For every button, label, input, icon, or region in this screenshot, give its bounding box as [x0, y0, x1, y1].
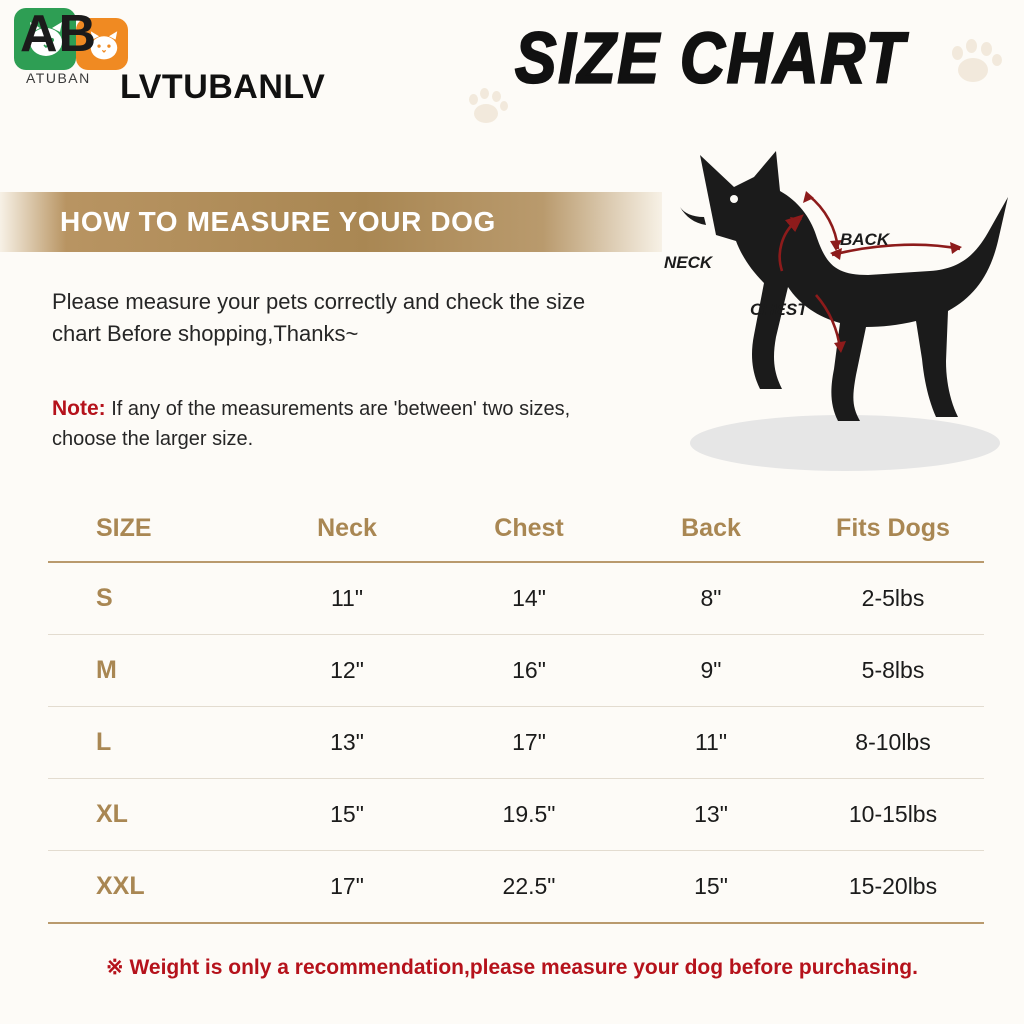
- column-header-size: SIZE: [96, 514, 152, 542]
- paw-print-icon: [950, 38, 1002, 90]
- cell-neck: 15": [256, 779, 438, 851]
- cell-back: 11": [620, 707, 802, 779]
- logo-ab-text: AB: [20, 5, 98, 63]
- cell-back: 9": [620, 635, 802, 707]
- cell-size: M: [48, 635, 256, 707]
- diagram-label-neck: NECK: [664, 253, 713, 272]
- cell-chest: 19.5": [438, 779, 620, 851]
- cell-neck: 13": [256, 707, 438, 779]
- footnote-text: ※ Weight is only a recommendation,please measure your dog before purchasing.: [106, 956, 918, 979]
- table-row: [48, 851, 984, 924]
- size-table-container: [48, 506, 984, 924]
- brand-logo: [14, 5, 134, 86]
- measure-note: [52, 394, 632, 454]
- size-table: [48, 506, 984, 924]
- table-row: [48, 707, 984, 779]
- size-table-body: [48, 562, 984, 923]
- size-table-head: [48, 506, 984, 562]
- cell-size: S: [48, 562, 256, 635]
- measure-intro-text: Please measure your pets correctly and check the size chart Before shopping,Thanks~: [52, 289, 586, 346]
- page-header: [0, 0, 1024, 130]
- cell-chest: 17": [438, 707, 620, 779]
- cell-size: L: [48, 707, 256, 779]
- note-text: If any of the measurements are 'between' two sizes, choose the larger size.: [52, 398, 571, 450]
- how-to-measure-title: HOW TO MEASURE YOUR DOG: [60, 206, 496, 237]
- cell-chest: 22.5": [438, 851, 620, 924]
- table-row: [48, 635, 984, 707]
- column-header-fits: Fits Dogs: [836, 514, 950, 542]
- how-to-measure-band: [0, 192, 662, 252]
- column-header-neck: Neck: [317, 514, 377, 542]
- cell-fits: 10-15lbs: [802, 779, 984, 851]
- brand-name: LVTUBANLV: [120, 68, 326, 106]
- table-row: [48, 562, 984, 635]
- cell-fits: 5-8lbs: [802, 635, 984, 707]
- table-row: [48, 779, 984, 851]
- diagram-label-chest: CHEST: [750, 300, 808, 319]
- logo-subtext: ATUBAN: [26, 70, 91, 86]
- diagram-label-back: BACK: [840, 230, 890, 249]
- table-header-row: [48, 506, 984, 562]
- cell-neck: 12": [256, 635, 438, 707]
- cell-back: 8": [620, 562, 802, 635]
- cell-back: 15": [620, 851, 802, 924]
- cell-size: XL: [48, 779, 256, 851]
- cell-fits: 2-5lbs: [802, 562, 984, 635]
- cell-fits: 8-10lbs: [802, 707, 984, 779]
- cell-chest: 16": [438, 635, 620, 707]
- dog-measurement-diagram: [630, 125, 1020, 485]
- dog-silhouette-icon: [630, 125, 1020, 485]
- note-label: Note:: [52, 397, 106, 420]
- cell-neck: 11": [256, 562, 438, 635]
- column-header-back: Back: [681, 514, 741, 542]
- logo-mark: [14, 5, 134, 86]
- cell-chest: 14": [438, 562, 620, 635]
- page-title: SIZE CHART: [515, 19, 906, 99]
- paw-print-icon: [468, 88, 508, 128]
- cell-fits: 15-20lbs: [802, 851, 984, 924]
- column-header-chest: Chest: [494, 514, 564, 542]
- cell-neck: 17": [256, 851, 438, 924]
- cell-back: 13": [620, 779, 802, 851]
- cell-size: XXL: [48, 851, 256, 924]
